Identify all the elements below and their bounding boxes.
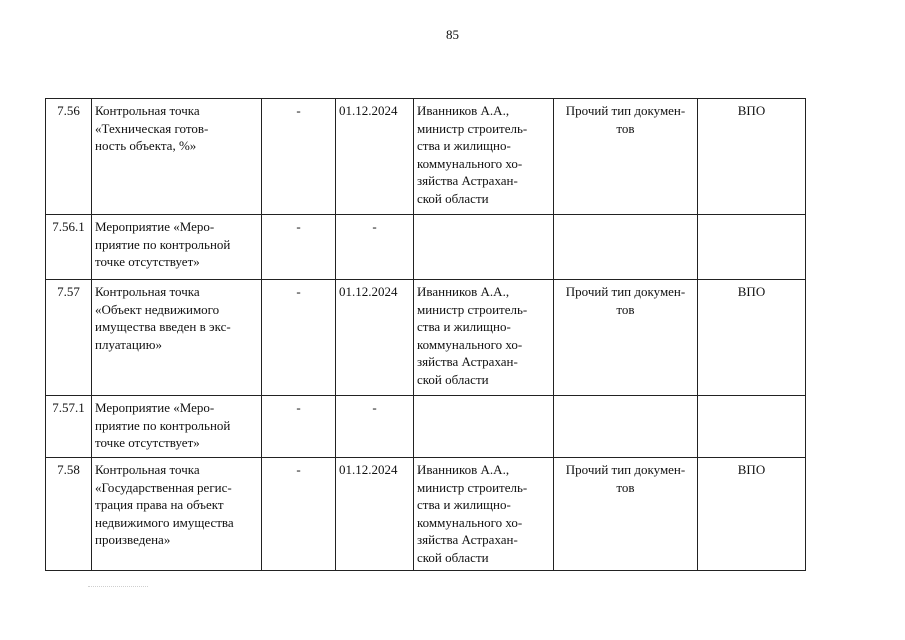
table-row [46,458,806,571]
milestone-name: Мероприятие «Меро- приятие по контрольной точке отсутствует» [92,396,262,458]
document-type [554,215,698,280]
responsible-person: Иванников А.А., министр строитель- ства и жилищно- коммунального хо- зяйства Астрахан- ской области [414,280,554,396]
table-row [46,280,806,396]
responsible-person: Иванников А.А., министр строитель- ства и жилищно- коммунального хо- зяйства Астрахан- ской области [414,458,554,571]
end-date: - [336,396,414,458]
milestones-table [45,98,806,571]
milestone-name: Контрольная точка «Техническая готов- ность объекта, %» [92,99,262,215]
scan-artifact [88,586,148,588]
information-system: ВПО [698,280,806,396]
document-type: Прочий тип докумен- тов [554,458,698,571]
start-date: - [262,396,336,458]
information-system [698,396,806,458]
end-date: - [336,215,414,280]
document-type: Прочий тип докумен- тов [554,280,698,396]
table-row [46,215,806,280]
end-date: 01.12.2024 [336,99,414,215]
table-row [46,99,806,215]
row-number: 7.57.1 [46,396,92,458]
responsible-person [414,396,554,458]
information-system: ВПО [698,99,806,215]
start-date: - [262,280,336,396]
responsible-person: Иванников А.А., министр строитель- ства и жилищно- коммунального хо- зяйства Астрахан- ской области [414,99,554,215]
end-date: 01.12.2024 [336,458,414,571]
start-date: - [262,99,336,215]
information-system: ВПО [698,458,806,571]
row-number: 7.56.1 [46,215,92,280]
page-number: 85 [446,27,459,42]
row-number: 7.58 [46,458,92,571]
milestone-name: Контрольная точка «Государственная регис- трация права на объект недвижимого имущества произведена» [92,458,262,571]
end-date: 01.12.2024 [336,280,414,396]
row-number: 7.57 [46,280,92,396]
milestone-name: Мероприятие «Меро- приятие по контрольной точке отсутствует» [92,215,262,280]
document-type [554,396,698,458]
document-type: Прочий тип докумен- тов [554,99,698,215]
milestone-name: Контрольная точка «Объект недвижимого имущества введен в экс- плуатацию» [92,280,262,396]
start-date: - [262,458,336,571]
responsible-person [414,215,554,280]
information-system [698,215,806,280]
row-number: 7.56 [46,99,92,215]
table-row [46,396,806,458]
start-date: - [262,215,336,280]
